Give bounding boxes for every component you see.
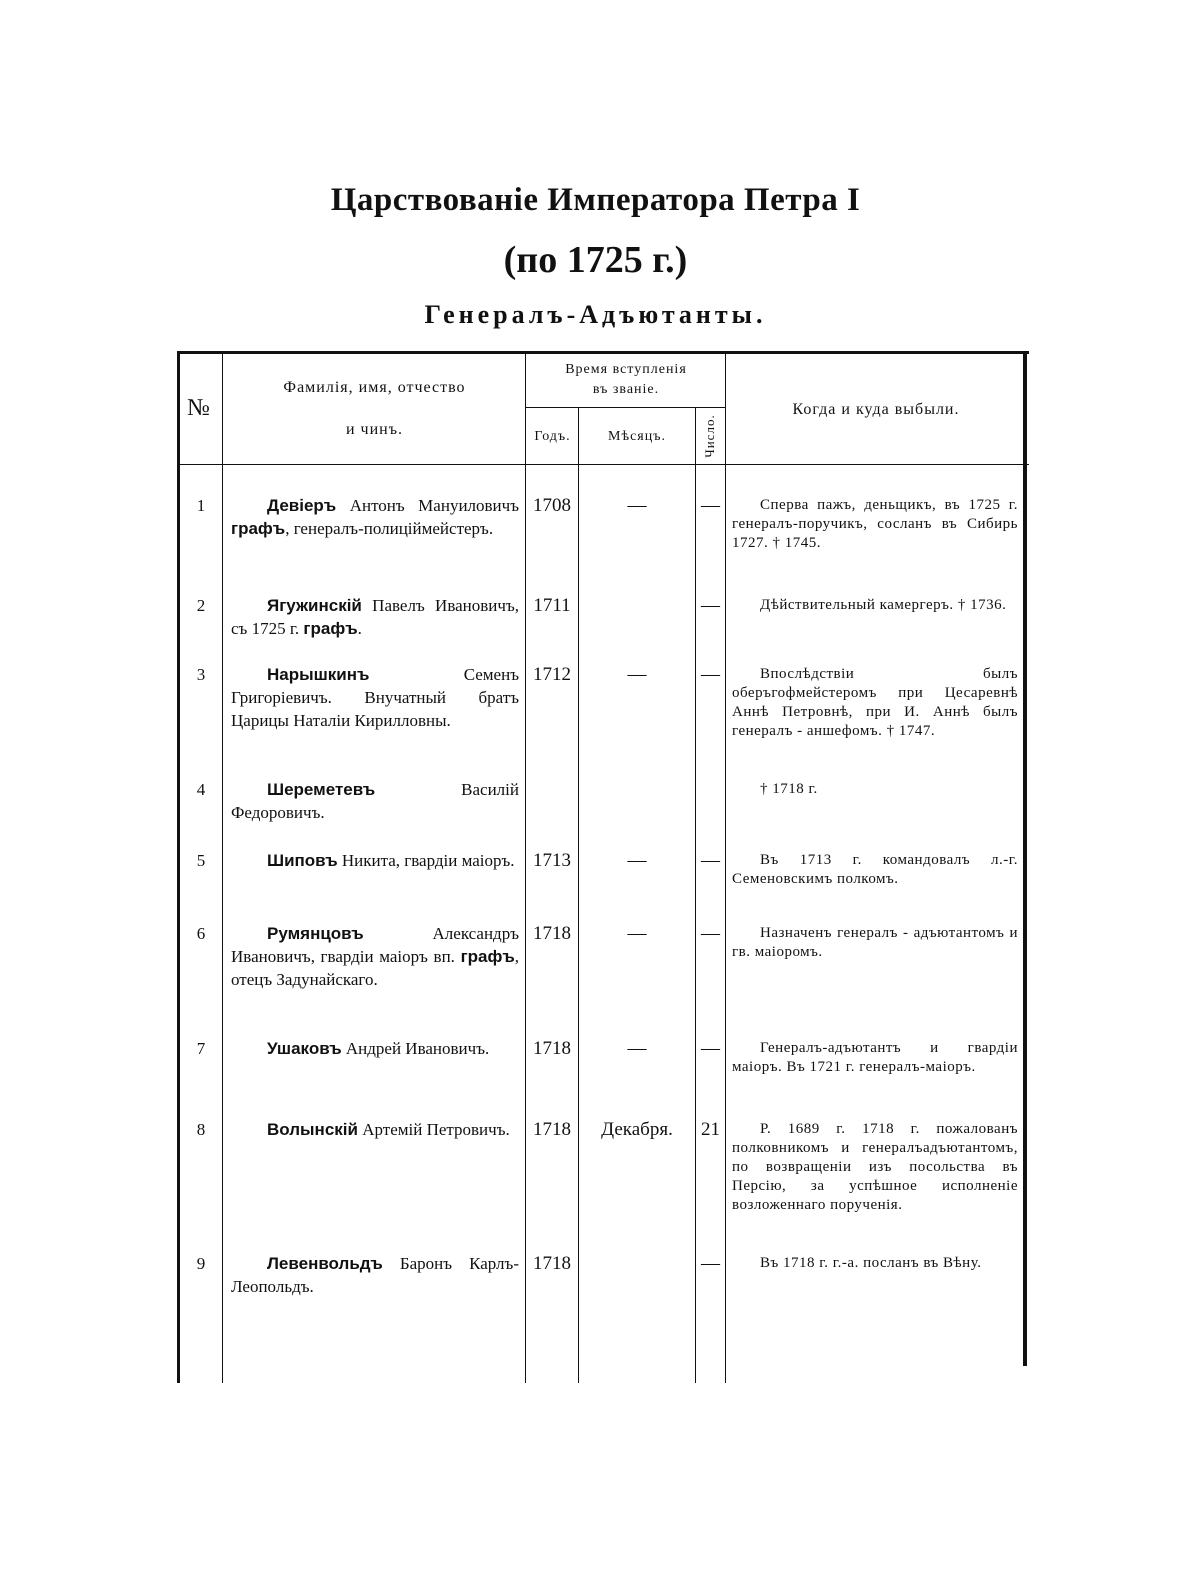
row-6-name-tail: , отецъ Задунайскаго. bbox=[231, 947, 519, 989]
row-3-month: — bbox=[627, 664, 647, 685]
header-name-line1: Фамилія, имя, отчество bbox=[283, 379, 466, 396]
row-9-note: Въ 1718 г. г.-а. посланъ въ Вѣну. bbox=[760, 1255, 982, 1271]
row-5-month: — bbox=[627, 850, 647, 871]
row-5-year: 1713 bbox=[533, 850, 571, 871]
row-1-title: графъ bbox=[231, 519, 286, 538]
row-2-number: 2 bbox=[196, 596, 206, 615]
header-bottom-rule bbox=[177, 464, 1029, 465]
row-9-name bbox=[231, 1252, 519, 1298]
header-time-line2: въ званіе. bbox=[592, 382, 660, 397]
row-4-name bbox=[231, 778, 519, 824]
row-1-name-tail: , генералъ-полиціймейстеръ. bbox=[285, 519, 494, 538]
row-4-name-rest: Василій Федоровичъ. bbox=[231, 780, 519, 822]
row-3-number: 3 bbox=[196, 665, 206, 684]
row-1-name bbox=[231, 494, 519, 540]
row-1-note: Сперва пажъ, деньщикъ, въ 1725 г. генералъ-поручикъ, сосланъ въ Сибирь 1727. † 1745. bbox=[732, 497, 1018, 551]
page-title: Царствованіе Императора Петра I bbox=[330, 182, 861, 218]
section-title: Генералъ-Адъютанты. bbox=[424, 300, 767, 329]
row-7-name-rest: Андрей Ивановичъ. bbox=[341, 1039, 490, 1058]
row-6-name bbox=[231, 922, 519, 991]
row-6-year: 1718 bbox=[533, 923, 571, 944]
row-2-name-tail: . bbox=[357, 619, 362, 638]
header-name-line2: и чинъ. bbox=[345, 421, 403, 438]
row-7-note: Генералъ-адъютантъ и гвардіи маіоръ. Въ 1721 г. генералъ-маіоръ. bbox=[732, 1040, 1018, 1075]
header-day: Число. bbox=[702, 414, 717, 458]
row-3-note: Впослѣдствіи былъ оберъгофмейстеромъ при Цесаревнѣ Аннѣ Петровнѣ, при И. Аннѣ былъ генералъ - аншефомъ. † 1747. bbox=[732, 666, 1018, 739]
row-1-year: 1708 bbox=[533, 495, 571, 516]
row-9-year: 1718 bbox=[533, 1253, 571, 1274]
col-rule-num bbox=[222, 351, 223, 1383]
header-note: Когда и куда выбыли. bbox=[792, 401, 960, 418]
row-6-surname: Румянцовъ bbox=[267, 924, 364, 943]
row-6-month: — bbox=[627, 923, 647, 944]
header-time-line1: Время вступленія bbox=[565, 362, 687, 377]
row-2-name-rest: Павелъ Ивановичъ, съ 1725 г. bbox=[231, 596, 519, 638]
row-3-name-rest: Семенъ Григоріевичъ. Внучатный братъ Царицы Наталіи Кирилловны. bbox=[231, 665, 519, 730]
row-6-number: 6 bbox=[196, 924, 206, 943]
row-7-day: — bbox=[701, 1038, 720, 1059]
row-1-surname: Девіеръ bbox=[267, 496, 337, 515]
header-month: Мѣсяцъ. bbox=[608, 429, 666, 444]
row-1-name-rest: Антонъ Мануиловичъ bbox=[336, 496, 519, 515]
row-8-day: 21 bbox=[701, 1119, 720, 1140]
row-7-name bbox=[231, 1037, 519, 1060]
row-3-surname: Нарышкинъ bbox=[267, 665, 370, 684]
row-8-name-rest: Артемій Петровичъ. bbox=[357, 1120, 510, 1139]
row-3-day: — bbox=[701, 664, 720, 685]
col-rule-month bbox=[695, 407, 696, 1383]
col-rule-day bbox=[725, 351, 726, 1383]
row-8-surname: Волынскій bbox=[267, 1120, 358, 1139]
row-6-day: — bbox=[701, 923, 720, 944]
row-9-name-rest: Баронъ Карлъ-Леопольдъ. bbox=[231, 1254, 519, 1296]
row-5-number: 5 bbox=[196, 851, 206, 870]
row-4-surname: Шереметевъ bbox=[267, 780, 376, 799]
row-8-year: 1718 bbox=[533, 1119, 571, 1140]
row-4-number: 4 bbox=[196, 780, 206, 799]
row-5-day: — bbox=[701, 850, 720, 871]
row-3-name bbox=[231, 663, 519, 732]
row-5-name bbox=[231, 849, 519, 872]
header-number: № bbox=[187, 395, 210, 421]
row-6-name-rest: Александръ Ивановичъ, гвардіи маіоръ вп. bbox=[231, 924, 519, 966]
row-2-title: графъ bbox=[303, 619, 358, 638]
row-7-number: 7 bbox=[196, 1039, 206, 1058]
row-3-year: 1712 bbox=[533, 664, 571, 685]
row-4-note: † 1718 г. bbox=[760, 781, 818, 797]
row-2-surname: Ягужинскій bbox=[267, 596, 362, 615]
row-6-title: графъ bbox=[460, 947, 515, 966]
row-1-day: — bbox=[701, 495, 720, 516]
row-9-day: — bbox=[701, 1253, 720, 1274]
row-2-year: 1711 bbox=[533, 595, 571, 616]
row-7-month: — bbox=[627, 1038, 647, 1059]
header-year: Годъ. bbox=[534, 429, 571, 444]
page-subtitle: (по 1725 г.) bbox=[503, 239, 688, 281]
row-8-note: Р. 1689 г. 1718 г. пожалованъ полковникомъ и генералъадъютантомъ, по возвращеніи изъ посольства въ Персію, за успѣшное исполненіе возложеннаго порученія. bbox=[732, 1121, 1018, 1213]
row-8-name bbox=[231, 1118, 519, 1141]
row-6-note: Назначенъ генералъ - адъютантомъ и гв. маіоромъ. bbox=[732, 925, 1018, 960]
row-5-name-rest: Никита, гвардіи маіоръ. bbox=[337, 851, 515, 870]
row-8-month: Декабря. bbox=[601, 1119, 673, 1140]
adjutants-table bbox=[177, 351, 1029, 1383]
row-9-number: 9 bbox=[196, 1254, 206, 1273]
row-2-day: — bbox=[701, 595, 720, 616]
col-rule-year bbox=[578, 407, 579, 1383]
row-8-number: 8 bbox=[196, 1120, 206, 1139]
row-1-number: 1 bbox=[196, 496, 206, 515]
row-7-year: 1718 bbox=[533, 1038, 571, 1059]
row-7-surname: Ушаковъ bbox=[267, 1039, 342, 1058]
row-2-name bbox=[231, 594, 519, 640]
table-right-rule bbox=[1023, 351, 1027, 1366]
row-9-surname: Левенвольдъ bbox=[267, 1254, 383, 1273]
row-5-surname: Шиповъ bbox=[267, 851, 338, 870]
row-2-note: Дѣйствительный камергеръ. † 1736. bbox=[760, 597, 1007, 613]
row-5-note: Въ 1713 г. командовалъ л.-г. Семеновскимъ полкомъ. bbox=[732, 852, 1018, 887]
table-top-rule bbox=[177, 351, 1029, 354]
row-1-month: — bbox=[627, 495, 647, 516]
